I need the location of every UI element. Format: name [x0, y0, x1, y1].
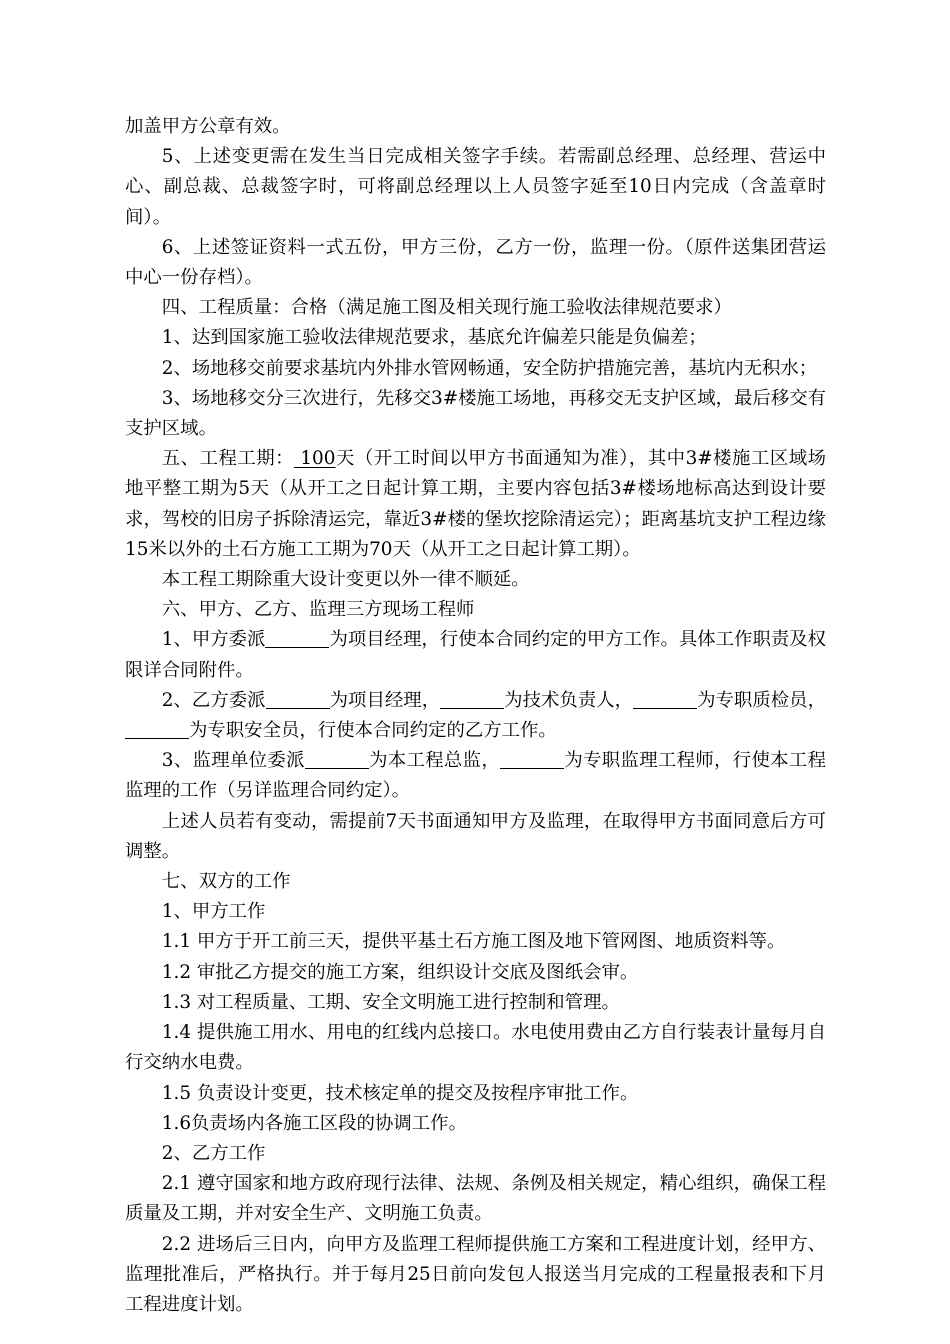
subheading-party-b-duties: 2、乙方工作	[161, 1142, 266, 1164]
paragraph-party-b-appoint	[125, 686, 826, 746]
paragraph-clause-5: 5、上述变更需在发生当日完成相关签字手续。若需副总经理、总经理、营运中心、副总裁、总裁签字时，可将副总经理以上人员签字延至10日内完成（含盖章时间）。	[125, 146, 826, 228]
section-heading-engineers: 六、甲方、乙方、监理三方现场工程师	[161, 599, 475, 621]
text-segment: 为项目经理，	[329, 689, 441, 711]
paragraph-duty-2-1: 2.1 遵守国家和地方政府现行法律、法规、条例及相关规定，精心组织，确保工程质量及工期，并对安全生产、文明施工负责。	[125, 1173, 826, 1225]
paragraph-clause-6: 6、上述签证资料一式五份，甲方三份，乙方一份，监理一份。（原件送集团营运中心一份存档）。	[125, 236, 826, 289]
paragraph-supervisor-appoint	[125, 746, 826, 806]
text-segment: 为技术负责人，	[504, 689, 634, 711]
text-segment: 3、监理单位委派	[161, 750, 305, 772]
text-segment: 为专职质检员，	[697, 689, 826, 711]
schedule-days-value: 100	[294, 448, 336, 470]
paragraph-duty-1-5: 1.5 负责设计变更，技术核定单的提交及按程序审批工作。	[161, 1082, 639, 1104]
blank-field	[633, 689, 697, 708]
blank-field	[305, 750, 369, 769]
paragraph-duty-1-2: 1.2 审批乙方提交的施工方案，组织设计交底及图纸会审。	[161, 961, 639, 983]
paragraph: 加盖甲方公章有效。	[125, 116, 291, 137]
blank-field	[266, 689, 330, 708]
section-heading-schedule	[125, 444, 826, 565]
text-segment: 2、乙方委派	[161, 689, 266, 711]
paragraph-duty-1-6: 1.6负责场内各施工区段的协调工作。	[161, 1112, 467, 1134]
blank-field	[500, 750, 564, 769]
paragraph-quality-1: 1、达到国家施工验收法律规范要求，基底允许偏差只能是负偏差；	[161, 327, 707, 349]
blank-field	[440, 689, 504, 708]
paragraph-duty-2-2: 2.2 进场后三日内，向甲方及监理工程师提供施工方案和工程进度计划，经甲方、监理批准后，严格执行。并于每月25日前向发包人报送当月完成的工程量报表和下月工程进度计划。	[125, 1233, 826, 1315]
paragraph-duty-1-3: 1.3 对工程质量、工期、安全文明施工进行控制和管理。	[161, 991, 620, 1013]
section-heading-quality: 四、工程质量：合格（满足施工图及相关现行施工验收法律规范要求）	[161, 297, 732, 319]
schedule-text: 天（开工时间以甲方书面通知为准），其中3#楼施工区域场地平整工期为5天（从开工之日起计算工期，主要内容包括3#楼场地标高达到设计要求，驾校的旧房子拆除清运完，靠近3#楼的堡坎挖除清运完）；距离基坑支护工程边缘15米以外的土石方施工工期为70天（从开工之日起计算工期）。	[125, 448, 826, 560]
text-segment: 为专职安全员，行使本合同约定的乙方工作。	[189, 720, 557, 742]
text-segment: 为项目经理，行使本合同约定的甲方工作。具体工作职责及权限详合同附件。	[125, 629, 827, 681]
paragraph-quality-3: 3、场地移交分三次进行，先移交3#楼施工场地，再移交无支护区域，最后移交有支护区域。	[125, 387, 826, 440]
paragraph-quality-2: 2、场地移交前要求基坑内外排水管网畅通，安全防护措施完善，基坑内无积水；	[161, 357, 818, 379]
paragraph-no-extension: 本工程工期除重大设计变更以外一律不顺延。	[161, 569, 530, 591]
paragraph-personnel-change: 上述人员若有变动，需提前7天书面通知甲方及监理，在取得甲方书面同意后方可调整。	[125, 810, 826, 862]
blank-field	[265, 629, 329, 648]
text-segment: 1、甲方委派	[161, 629, 266, 651]
paragraph-duty-1-1: 1.1 甲方于开工前三天，提供平基土石方施工图及地下管网图、地质资料等。	[161, 931, 786, 953]
schedule-label: 五、工程工期：	[161, 448, 294, 470]
text-segment: 为专职监理工程师，行使本工程监理的工作（另详监理合同约定）。	[125, 750, 826, 802]
text-segment: 为本工程总监，	[368, 750, 501, 772]
subheading-party-a-duties: 1、甲方工作	[161, 901, 266, 923]
section-heading-duties: 七、双方的工作	[161, 871, 291, 893]
paragraph-party-a-appoint	[125, 625, 826, 685]
paragraph-duty-1-4: 1.4 提供施工用水、用电的红线内总接口。水电使用费由乙方自行装表计量每月自行交纳水电费。	[125, 1022, 826, 1074]
blank-field	[125, 720, 189, 739]
